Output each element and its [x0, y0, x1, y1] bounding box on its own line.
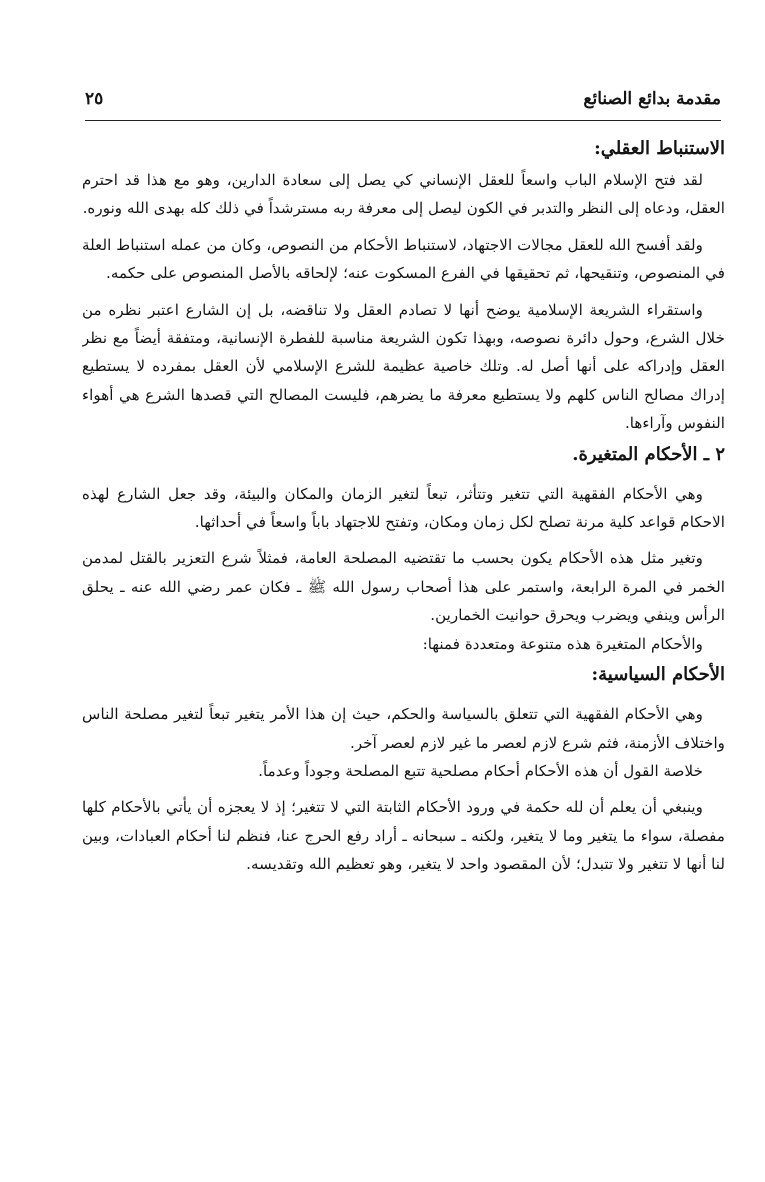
paragraph: خلاصة القول أن هذه الأحكام أحكام مصلحية تتبع المصلحة وجوداً وعدماً.	[258, 761, 703, 780]
paragraph: ولقد أفسح الله للعقل مجالات الاجتهاد، لاستنباط الأحكام من النصوص، وكان من عمله استنباط العلة في المنصوص، وتنقيحها، ثم تحقيقها في الفرع المسكوت عنه؛ لإلحاقه بالأصل المنصوص على حكمه.	[82, 235, 725, 283]
header-rule	[85, 120, 721, 121]
paragraph: وهي الأحكام الفقهية التي تتغير وتتأثر، تبعاً لتغير الزمان والمكان والبيئة، وقد جعل الشارع لهذه الاحكام قواعد كلية مرنة تصلح لكل زمان ومكان، وتفتح للاجتهاد باباً واسعاً في أحداثها.	[82, 484, 725, 532]
paragraph: لقد فتح الإسلام الباب واسعاً للعقل الإنساني كي يصل إلى سعادة الدارين، وهو مع هذا قد احترم العقل، ودعاه إلى النظر والتدبر في الكون ليصل إلى معرفة ربه مسترشداً في ذلك كله بهدى الله ونوره.	[82, 171, 725, 218]
section-heading: الاستنباط العقلي:	[594, 138, 725, 159]
paragraph: وتغير مثل هذه الأحكام يكون بحسب ما تقتضيه المصلحة العامة، فمثلاً شرع التعزير بالقتل لمدمن الخمر في المرة الرابعة، واستمر على هذا أصحاب رسول الله ﷺ ـ فكان عمر رضي الله عنه ـ يحلق الرأس وينفي ويضرب ويحرق حوانيت الخمارين.	[82, 549, 725, 625]
section-heading: ٢ ـ الأحكام المتغيرة.	[572, 443, 725, 465]
section-heading: الأحكام السياسية:	[591, 664, 725, 686]
page-number: ٢٥	[85, 89, 104, 109]
paragraph: والأحكام المتغيرة هذه متنوعة ومتعددة فمنها:	[422, 634, 703, 653]
running-header	[85, 84, 721, 114]
header-title: مقدمة بدائع الصنائع	[583, 89, 721, 109]
page-content	[82, 132, 725, 1162]
paragraph: وينبغي أن يعلم أن لله حكمة في ورود الأحكام الثابتة التي لا تتغير؛ إذ لا يعجزه أن يأتي بالأحكام كلها مفصلة، سواء ما يتغير وما لا يتغير، ولكنه ـ سبحانه ـ أراد رفع الحرج عنا، فنظم لنا أحكام العبادات، وبين لنا أنها لا تتغير ولا تتبدل؛ لأن المقصود واحد لا يتغير، وهو تعظيم الله وتقديسه.	[82, 798, 725, 874]
paragraph: وهي الأحكام الفقهية التي تتعلق بالسياسة والحكم، حيث إن هذا الأمر يتغير تبعاً لتغير مصلحة الناس واختلاف الأزمنة، فثم شرع لازم لعصر ما غير لازم لعصر آخر.	[82, 705, 725, 752]
paragraph: واستقراء الشريعة الإسلامية يوضح أنها لا تصادم العقل ولا تناقضه، بل إن الشارع اعتبر نظره من خلال الشرع، وحول دائرة نصوصه، وبهذا تكون الشريعة مناسبة للفطرة الإنسانية، ومتفقة أيضاً مع نظر العقل وإدراكه على أنها أصل له. وتلك خاصية عظيمة للشرع الإسلامي لأن العقل بمفرده لا يستطيع إدراك مصالح الناس كلهم ولا يستطيع معرفة ما يضرهم، فليست المصالح التي قصدها الشرع هي أهواء النفوس وآراءها.	[82, 300, 725, 433]
